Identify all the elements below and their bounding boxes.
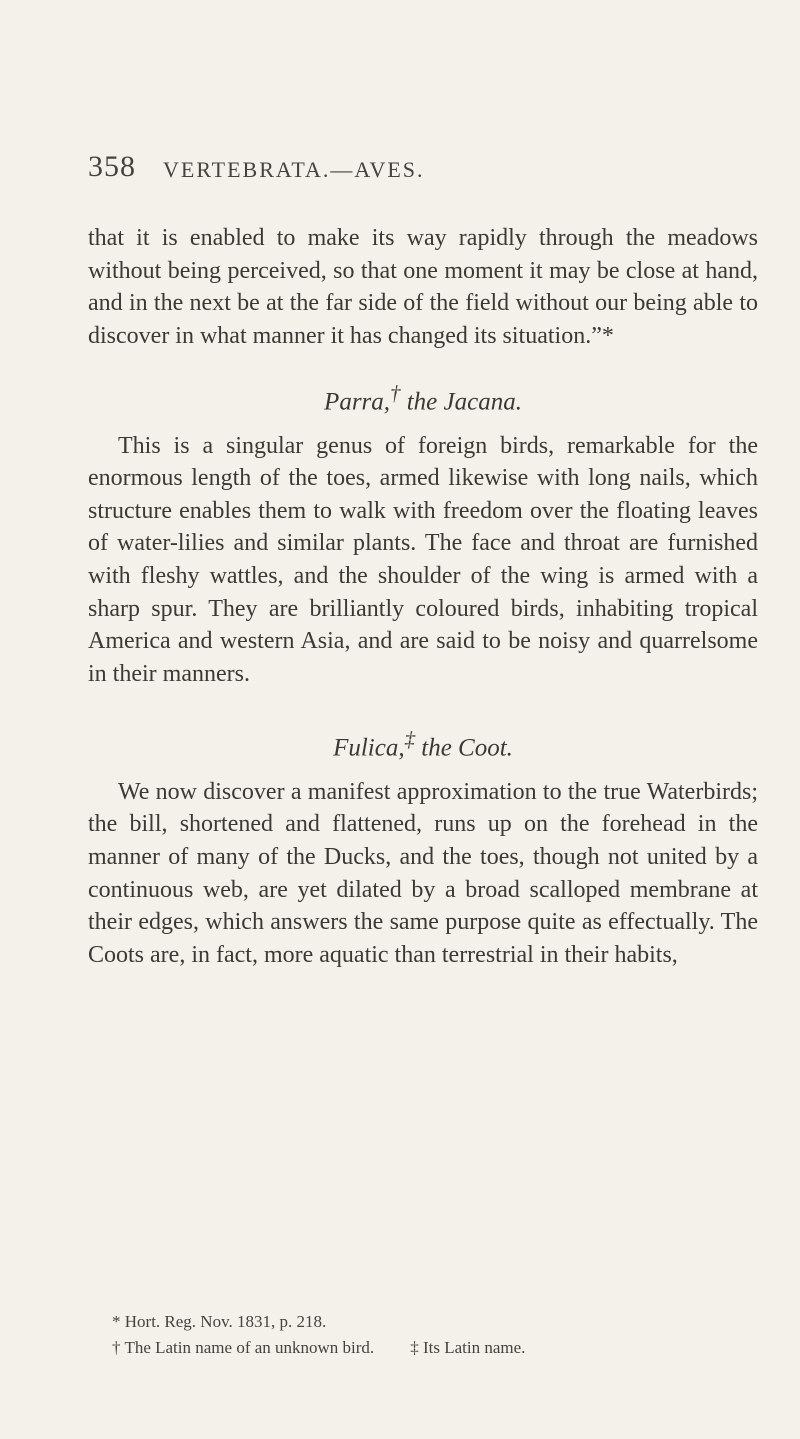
running-head: VERTEBRATA.—AVES.: [163, 157, 425, 182]
heading-genus-parra: Parra,: [324, 388, 391, 416]
heading-common-name-jacana: the Jacana.: [400, 388, 522, 416]
footnote-row-1: [112, 1309, 772, 1335]
footnote-mark-double-dagger: ‡: [404, 727, 415, 752]
paragraph-coot: We now discover a manifest approximation to the true Waterbirds; the bill, shortened and flattened, runs up on the forehead in the manner of many of the Ducks, and the toes, though not united by a continuous web, are yet dilated by a broad scalloped membrane at their edges, which answers the same purpose quite as effectually. The Coots are, in fact, more aquatic than terrestrial in their habits,: [88, 778, 758, 968]
paragraph-jacana: This is a singular genus of foreign birds, remarkable for the enormous length of the toes, armed likewise with long nails, which structure enables them to walk with freedom over the floating leaves of water-lilies and similar plants. The face and throat are furnished with fleshy wattles, and the shoulder of the wing is armed with a sharp spur. They are brilliantly coloured birds, inhabiting tropical America and western Asia, and are said to be noisy and quarrelsome in their manners.: [88, 432, 758, 687]
heading-common-name-coot: the Coot.: [415, 734, 513, 762]
section-heading-coot: [88, 724, 758, 763]
footnote-1: * Hort. Reg. Nov. 1831, p. 218.: [112, 1312, 327, 1331]
section-heading-jacana: [88, 378, 758, 417]
footnote-row-2: [112, 1335, 772, 1361]
page-header: [88, 150, 748, 190]
footnote-mark-dagger: †: [390, 381, 401, 406]
page-number: 358: [88, 150, 136, 183]
body-text: [88, 222, 758, 971]
footnotes: [112, 1309, 772, 1361]
heading-genus-fulica: Fulica,: [333, 734, 405, 762]
paragraph-continuation: that it is enabled to make its way rapidly through the meadows without being perceived, so that one moment it may be close at hand, and in the next be at the far side of the field without our being able to discover in what manner it has changed its situation.”*: [88, 225, 758, 349]
footnote-3: ‡ Its Latin name.: [410, 1338, 526, 1357]
footnote-2: † The Latin name of an unknown bird.: [112, 1338, 375, 1357]
